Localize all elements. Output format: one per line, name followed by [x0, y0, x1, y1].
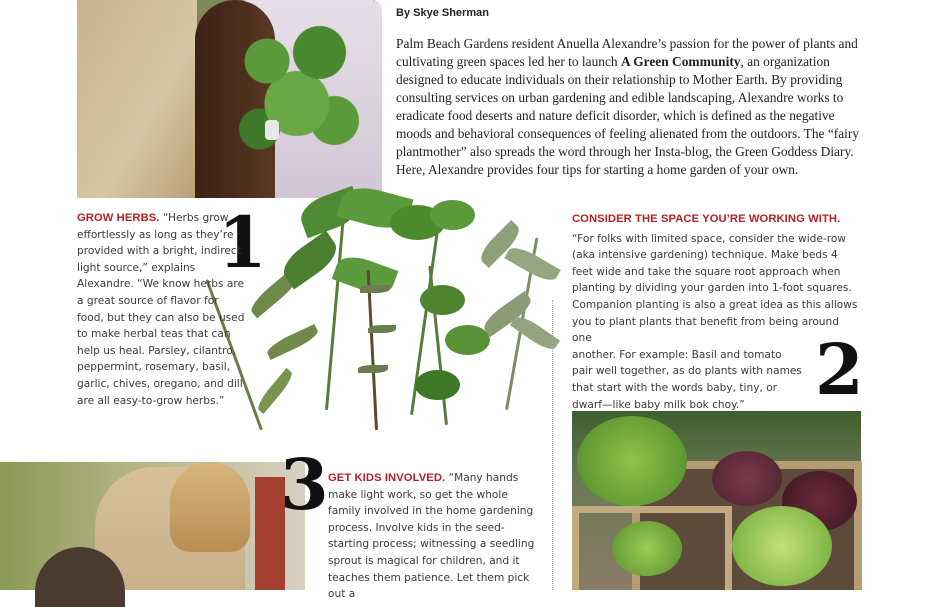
intro-text-after: , an organization designed to educate individuals on their relationship to Mother Earth. By providing consulting services on urban gardening and edible landscaping, Alexandre works to eradicate food deserts and nature deficit disorder, which is defined as the negative moods and behavioral consequences of feeling alienated from the outdoors. The “fairy plantmother” also spreads the word through her Insta-blog, the Green Goddess Diary. Here, Alexandre provides four tips for starting a home garden of your own. — [396, 54, 860, 177]
byline: By Skye Sherman — [396, 7, 489, 19]
family-gardening-photo — [0, 462, 305, 590]
intro-paragraph — [396, 35, 864, 179]
tip-heading: GROW HERBS. — [77, 212, 160, 224]
tip-consider-space — [572, 211, 862, 413]
column-divider — [552, 300, 553, 590]
tip-number-1: 1 — [218, 201, 267, 284]
tip-number-2: 2 — [815, 328, 864, 411]
tip-body-narrow: another. For example: Basil and tomato pair well together, as do plants with names that start with the words baby, tiny, or dwarf—like baby milk bok choy.” — [572, 348, 802, 411]
tip-get-kids-involved — [328, 470, 538, 603]
tip-grow-herbs — [77, 210, 247, 409]
tip-body: “Herbs grow effortlessly as long as they’re provided with a bright, indirect light source,” explains Alexandre. “We know herbs are a great source of flavor for food, but they can also be used to make herbal teas that can help us heal. Parsley, cilantro, peppermint, rosemary, basil, garlic, chives, oregano, and dill are all easy-to-grow herbs.” — [77, 212, 245, 407]
tip-heading: GET KIDS INVOLVED. — [328, 472, 446, 484]
organization-name: A Green Community — [620, 54, 741, 69]
tip-body: “Many hands make light work, so get the whole family involved in the home gardening process. Involve kids in the seed-starting process; witnessing a seedling sprout is magical for children, and it teaches them patience. Let them pick out a — [328, 472, 535, 601]
tip-body-wide: “For folks with limited space, consider the wide-row (aka intensive gardening) technique. Make beds 4 feet wide and take the square root approach when planting by dividing your garden into 1-foot squares. Companion planting is also a great idea as this allows you to plant plants that benefit from being around one — [572, 232, 858, 345]
gardener-photo — [77, 0, 375, 198]
intro-text-before: Palm Beach Gardens resident Anuella Alexandre’s passion for the power of plants and cultivating green spaces led her to launch — [396, 36, 858, 69]
tip-number-3: 3 — [280, 443, 329, 526]
tip-heading: CONSIDER THE SPACE YOU’RE WORKING WITH. — [572, 213, 841, 225]
raised-bed-garden-photo — [572, 411, 861, 590]
herbs-illustration — [240, 175, 565, 443]
